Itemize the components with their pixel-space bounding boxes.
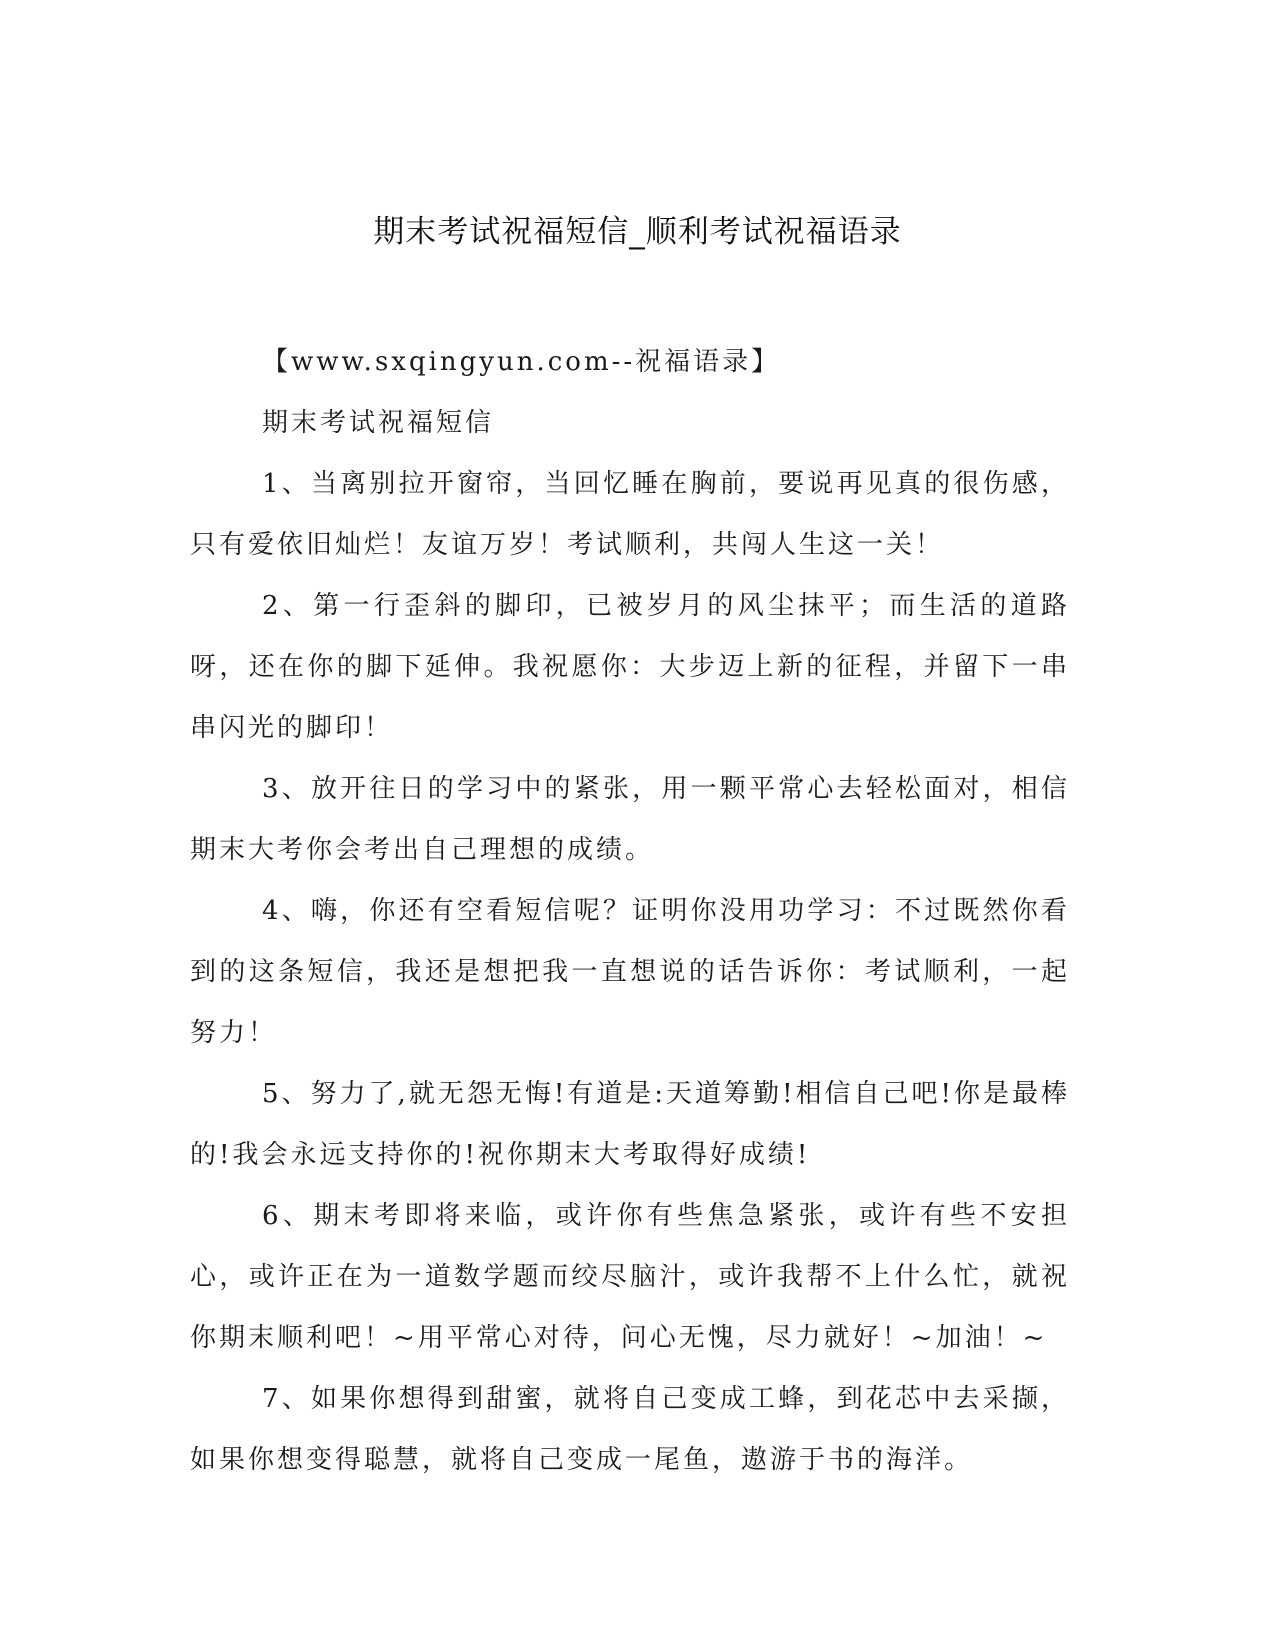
document-body: [190, 332, 1070, 1491]
source-line: 【www.sxqingyun.com--祝福语录】: [262, 347, 781, 377]
paragraph-7: 7、如果你想得到甜蜜，就将自己变成工蜂，到花芯中去采撷，如果你想变得聪慧，就将自己变成一尾鱼，遨游于书的海洋。: [190, 1384, 1070, 1475]
section-heading: 期末考试祝福短信: [262, 408, 495, 438]
paragraph-3: 3、放开往日的学习中的紧张，用一颗平常心去轻松面对，相信期末大考你会考出自己理想的成绩。: [190, 774, 1070, 865]
paragraph-1: 1、当离别拉开窗帘，当回忆睡在胸前，要说再见真的很伤感，只有爱依旧灿烂！友谊万岁！考试顺利，共闯人生这一关！: [190, 469, 1070, 560]
paragraph-6: 6、期末考即将来临，或许你有些焦急紧张，或许有些不安担心，或许正在为一道数学题而绞尽脑汁，或许我帮不上什么忙，就祝你期末顺利吧！~用平常心对待，问心无愧，尽力就好！~加油！~: [190, 1201, 1070, 1353]
paragraph-5: 5、努力了,就无怨无悔!有道是:天道筹勤!相信自己吧!你是最棒的!我会永远支持你的!祝你期末大考取得好成绩!: [190, 1079, 1070, 1170]
document-title: 期末考试祝福短信_顺利考试祝福语录: [373, 214, 902, 250]
paragraph-4: 4、嗨，你还有空看短信呢？证明你没用功学习：不过既然你看到的这条短信，我还是想把我一直想说的话告诉你：考试顺利，一起努力！: [190, 896, 1070, 1048]
paragraph-2: 2、第一行歪斜的脚印，已被岁月的风尘抹平；而生活的道路呀，还在你的脚下延伸。我祝愿你：大步迈上新的征程，并留下一串串闪光的脚印！: [190, 591, 1070, 743]
